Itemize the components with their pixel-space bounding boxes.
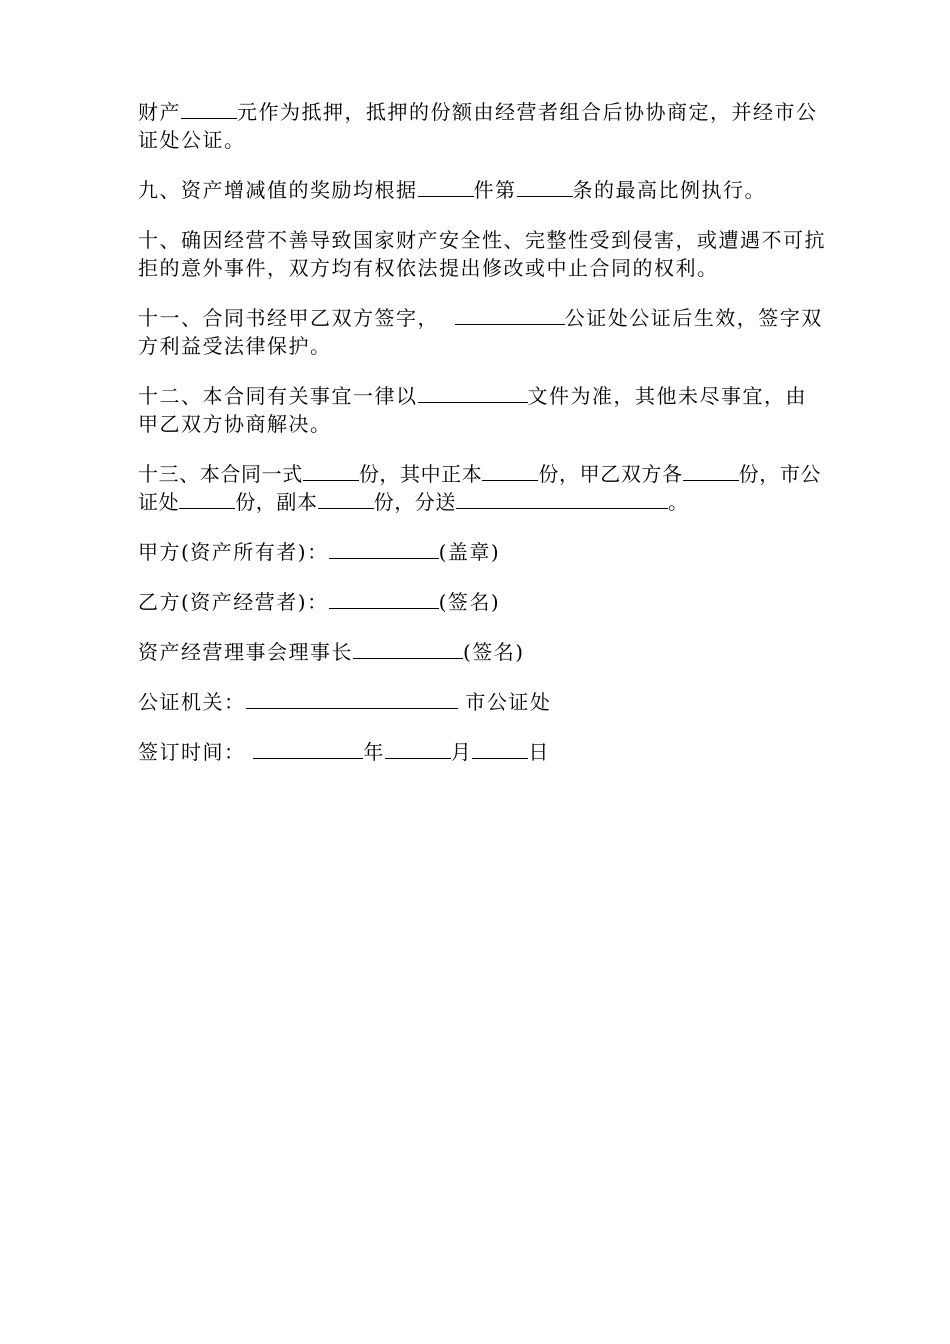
clause-text: 条的最高比例执行。 [572, 178, 766, 202]
blank-field [253, 740, 363, 759]
clause-text: 十一、合同书经甲乙双方签字， [138, 306, 439, 330]
blank-field [318, 490, 374, 509]
clause-text: 十、确因经营不善导致国家财产安全性、完整性受到侵害，或遭遇不可抗拒的意外事件，双方均有权依法提出修改或中止合同的权利。 [138, 228, 826, 280]
clause-9 [138, 176, 828, 204]
notary-office: 市公证处 [465, 690, 552, 714]
clause-text: 九、资产增减值的奖励均根据 [138, 178, 418, 202]
seal-label: (盖章) [438, 540, 501, 564]
clause-text: 份，市公证处 [138, 462, 822, 514]
blank-field [472, 740, 528, 759]
clause-13 [138, 460, 828, 516]
clause-text: 十二、本合同有关事宜一律以 [138, 384, 418, 408]
blank-field [418, 178, 474, 197]
clause-12 [138, 382, 828, 438]
blank-field [418, 384, 528, 403]
blank-field [179, 490, 235, 509]
blank-field [353, 640, 463, 659]
notary-line [138, 688, 828, 716]
month-label: 月 [450, 740, 473, 764]
blank-field [181, 100, 237, 119]
clause-text: 份，甲乙双方各 [538, 462, 683, 486]
day-label: 日 [528, 740, 550, 764]
sign-date-label: 签订时间： [138, 740, 246, 764]
clause-text: 份，分送 [373, 490, 457, 514]
blank-field [246, 690, 458, 709]
blank-field [385, 740, 451, 759]
chairman-signature-line [138, 638, 828, 666]
blank-field [482, 462, 538, 481]
party-b-signature-line [138, 588, 828, 616]
clause-text: 。 [668, 490, 689, 514]
year-label: 年 [363, 740, 385, 764]
chairman-label: 资产经营理事会理事长 [138, 640, 353, 664]
clause-text: 财产 [138, 100, 181, 124]
signature-label: (签名) [463, 640, 525, 664]
blank-field [456, 490, 668, 509]
blank-field [517, 178, 573, 197]
blank-field [329, 540, 439, 559]
party-a-label: 甲方(资产所有者)： [138, 540, 329, 564]
party-a-signature-line [138, 538, 828, 566]
clause-text: 件第 [473, 178, 517, 202]
contract-body [138, 98, 828, 788]
clause-property-pledge [138, 98, 828, 154]
blank-field [329, 590, 439, 609]
clause-10 [138, 226, 828, 282]
signature-label: (签名) [438, 590, 501, 614]
sign-date-line [138, 738, 828, 766]
clause-text: 十三、本合同一式 [138, 462, 303, 486]
clause-text: 份，副本 [235, 490, 318, 514]
notary-label: 公证机关： [138, 690, 246, 714]
blank-field [683, 462, 739, 481]
clause-text: 份，其中正本 [358, 462, 483, 486]
clause-text: 文件为准，其他未尽事宜，由甲乙双方协商解决。 [138, 384, 807, 436]
clause-text: 元作为抵押，抵押的份额由经营者组合后协协商定，并经市公证处公证。 [138, 100, 818, 152]
clause-text: 公证处公证后生效，签字双方利益受法律保护。 [138, 306, 823, 358]
party-b-label: 乙方(资产经营者)： [138, 590, 329, 614]
blank-field [455, 306, 565, 325]
clause-11 [138, 304, 828, 360]
blank-field [303, 462, 359, 481]
